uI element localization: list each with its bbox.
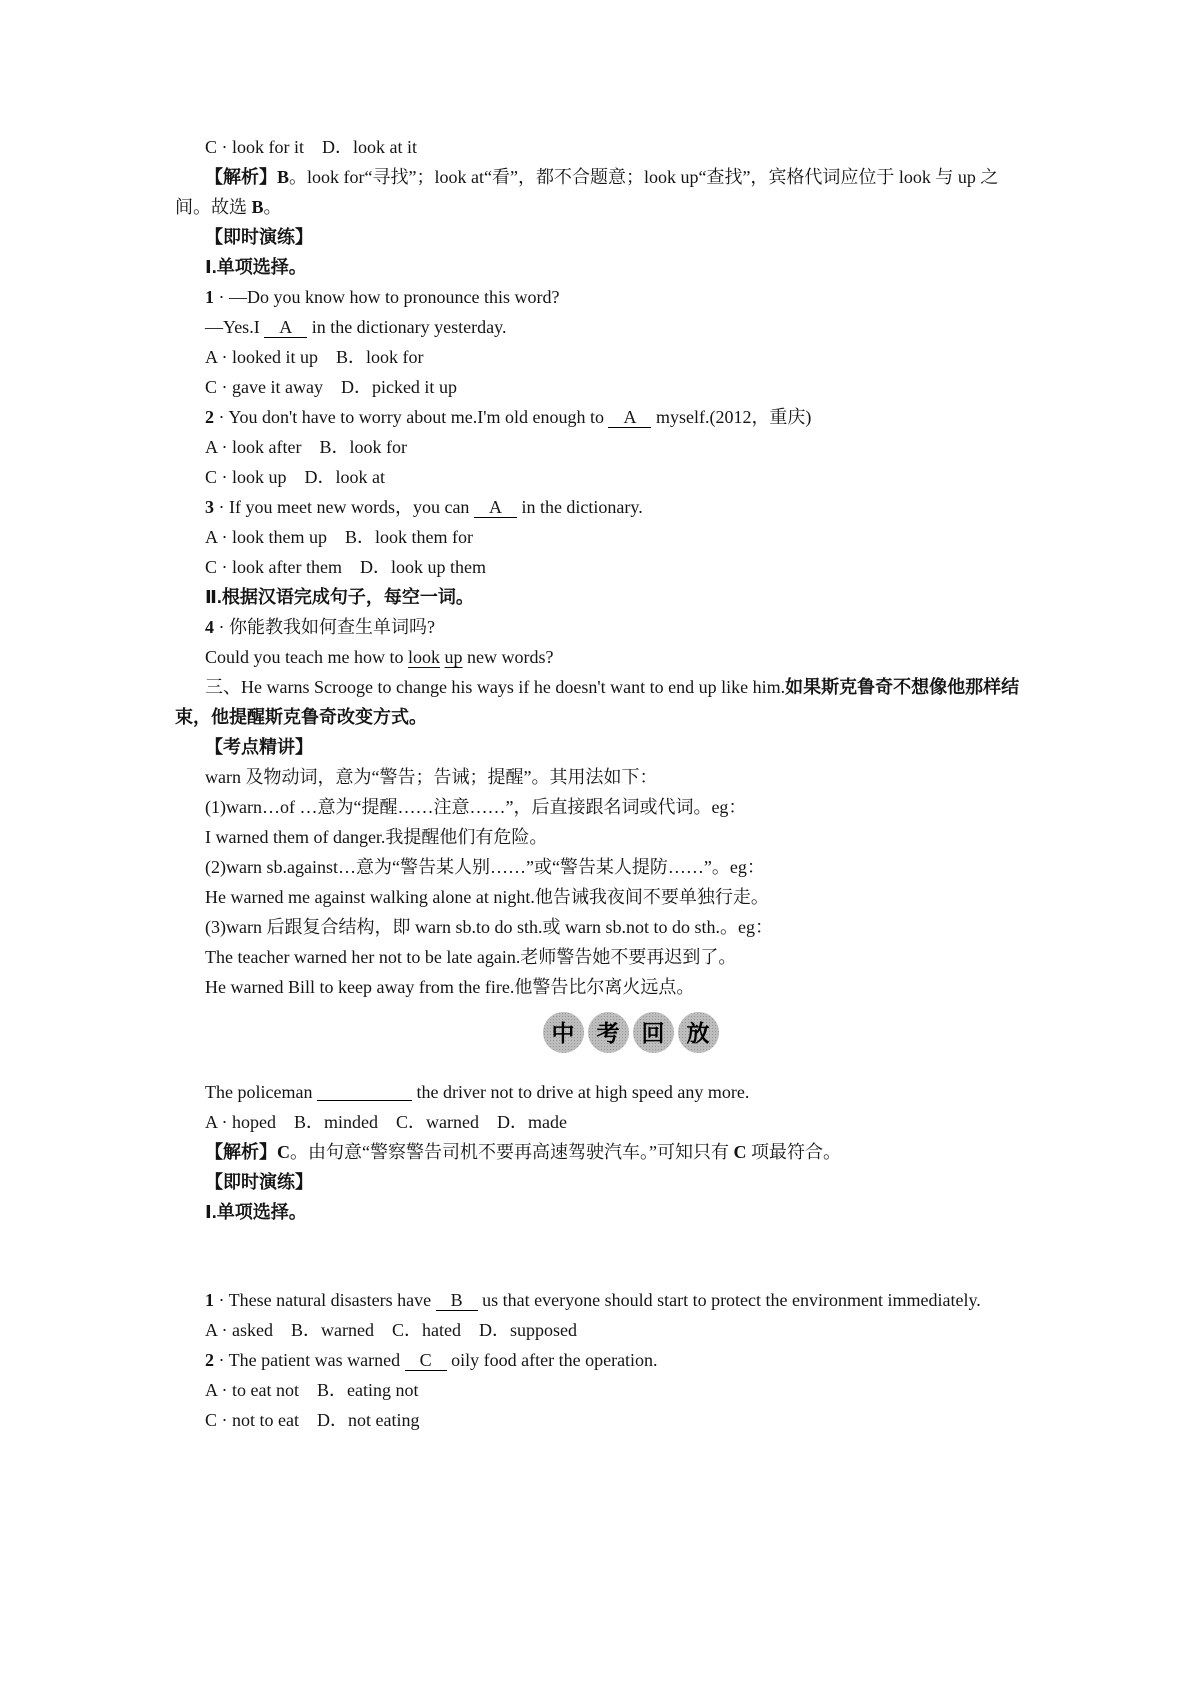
badge-circle: 放 — [678, 1012, 719, 1053]
answer-blank: B — [436, 1290, 478, 1311]
text-run: A · to eat not B．eating not — [205, 1380, 419, 1400]
text-line — [175, 132, 1030, 162]
text-line — [175, 792, 1030, 822]
text-run: The teacher warned her not to be late again.老师警告她不要再迟到了。 — [205, 947, 737, 967]
text-line — [175, 282, 1030, 312]
text-run: C · look for it D．look at it — [205, 137, 417, 157]
text-line — [175, 852, 1030, 882]
text-run: C · not to eat D．not eating — [205, 1410, 420, 1430]
answer-blank: A — [474, 497, 517, 518]
badge-circle: 回 — [633, 1012, 674, 1053]
bold-text-run: 2 — [205, 1350, 214, 1370]
text-run: 。由句意“警察警告司机不要再高速驾驶汽车。”可知只有 — [290, 1142, 734, 1162]
text-line — [175, 312, 1030, 342]
answer-blank: A — [264, 317, 307, 338]
text-line — [175, 342, 1030, 372]
text-run: A · hoped B．minded C．warned D．made — [205, 1112, 567, 1132]
text-run: 。look for“寻找”；look at“看”，都不合题意；look up“查找”，宾格代词应位于 look 与 up 之间。故选 — [175, 167, 999, 217]
text-run: · 你能教我如何查生单词吗? — [214, 617, 435, 637]
text-line — [175, 972, 1030, 1002]
text-run: us that everyone should start to protect the environment immediately. — [477, 1290, 981, 1310]
text-line — [175, 1315, 1030, 1345]
text-run: —Yes.I — [205, 317, 265, 337]
text-run: · You don't have to worry about me.I'm old enough to — [214, 407, 609, 427]
text-run: I warned them of danger.我提醒他们有危险。 — [205, 827, 548, 847]
text-run: oily food after the operation. — [446, 1350, 658, 1370]
text-line — [175, 1345, 1030, 1375]
text-line — [175, 1405, 1030, 1435]
badge-circle: 考 — [588, 1012, 629, 1053]
text-run: C · look after them D．look up them — [205, 557, 486, 577]
text-line — [175, 672, 1030, 732]
text-line — [175, 372, 1030, 402]
text-line — [175, 1167, 1030, 1197]
text-run: new words? — [462, 647, 554, 667]
text-run: C · gave it away D．picked it up — [205, 377, 457, 397]
text-line — [175, 732, 1030, 762]
text-run: (2)warn sb.against…意为“警告某人别……”或“警告某人提防……”。eg： — [205, 857, 765, 877]
text-run: myself.(2012，重庆) — [651, 407, 812, 427]
heading-text-run: 【解析】 — [205, 167, 277, 187]
bold-text-run: 2 — [205, 407, 214, 427]
text-line — [175, 162, 1030, 222]
heading-text-run: Ⅱ.根据汉语完成句子，每空一词。 — [205, 587, 474, 607]
text-run: The policeman — [205, 1082, 317, 1102]
text-line — [175, 252, 1030, 282]
heading-text-run: 如果斯克鲁奇不想像他那样结束，他提醒斯克鲁奇改变方式。 — [175, 677, 1020, 727]
text-run: 。 — [263, 197, 282, 217]
text-line — [175, 1285, 1030, 1315]
text-line — [175, 462, 1030, 492]
text-line — [175, 1375, 1030, 1405]
empty-answer-blank — [317, 1082, 412, 1101]
vertical-gap — [175, 1227, 1030, 1285]
text-line — [175, 402, 1030, 432]
heading-text-run: 【考点精讲】 — [205, 737, 313, 757]
text-run: 三、He warns Scrooge to change his ways if he doesn't want to end up like him. — [205, 677, 786, 697]
text-line — [175, 912, 1030, 942]
text-run: A · looked it up B．look for — [205, 347, 424, 367]
text-run: (1)warn…of …意为“提醒……注意……”，后直接跟名词或代词。eg： — [205, 797, 747, 817]
text-line — [175, 1137, 1030, 1167]
bold-text-run: 1 — [205, 1290, 214, 1310]
text-line — [175, 432, 1030, 462]
text-run: · These natural disasters have — [214, 1290, 436, 1310]
text-line — [175, 942, 1030, 972]
text-line — [175, 1077, 1030, 1107]
text-run: the driver not to drive at high speed any more. — [411, 1082, 750, 1102]
heading-text-run: 【解析】 — [205, 1142, 277, 1162]
bold-text-run: C — [277, 1142, 290, 1162]
text-line — [175, 222, 1030, 252]
text-run: 项最符合。 — [746, 1142, 841, 1162]
text-run: · —Do you know how to pronounce this word? — [214, 287, 560, 307]
text-line — [175, 582, 1030, 612]
heading-text-run: Ⅰ.单项选择。 — [205, 257, 307, 277]
text-line — [175, 492, 1030, 522]
text-run: He warned me against walking alone at night.他告诫我夜间不要单独行走。 — [205, 887, 769, 907]
text-run: A · look after B．look for — [205, 437, 407, 457]
underlined-text-run: up — [444, 647, 463, 667]
bold-text-run: B — [251, 197, 264, 217]
text-line — [175, 1107, 1030, 1137]
heading-text-run: 【即时演练】 — [205, 227, 313, 247]
heading-text-run: Ⅰ.单项选择。 — [205, 1202, 307, 1222]
text-run: Could you teach me how to — [205, 647, 408, 667]
text-run: He warned Bill to keep away from the fire.他警告比尔离火远点。 — [205, 977, 695, 997]
bold-text-run: C — [733, 1142, 747, 1162]
underlined-text-run: look — [407, 647, 440, 667]
zhongkao-replay-badge — [175, 1012, 1030, 1053]
heading-text-run: 【即时演练】 — [205, 1172, 313, 1192]
text-run: · If you meet new words，you can — [214, 497, 474, 517]
text-run: warn 及物动词，意为“警告；告诫；提醒”。其用法如下： — [205, 767, 658, 787]
badge-circle: 中 — [543, 1012, 584, 1053]
text-run: · The patient was warned — [214, 1350, 405, 1370]
text-line — [175, 882, 1030, 912]
text-line — [175, 642, 1030, 672]
bold-text-run: 3 — [205, 497, 214, 517]
bold-text-run: B — [277, 167, 290, 187]
bold-text-run: 4 — [205, 617, 214, 637]
bold-text-run: 1 — [205, 287, 214, 307]
text-line — [175, 522, 1030, 552]
text-line — [175, 822, 1030, 852]
text-run: in the dictionary. — [516, 497, 643, 517]
answer-blank: A — [608, 407, 651, 428]
text-run: A · asked B．warned C．hated D．supposed — [205, 1320, 577, 1340]
text-run: A · look them up B．look them for — [205, 527, 473, 547]
text-line — [175, 1197, 1030, 1227]
text-line — [175, 552, 1030, 582]
answer-blank: C — [405, 1350, 447, 1371]
text-run: (3)warn 后跟复合结构，即 warn sb.to do sth.或 warn sb.not to do sth.。eg： — [205, 917, 773, 937]
text-line — [175, 612, 1030, 642]
text-run: C · look up D．look at — [205, 467, 385, 487]
text-run: in the dictionary yesterday. — [307, 317, 507, 337]
text-line — [175, 762, 1030, 792]
